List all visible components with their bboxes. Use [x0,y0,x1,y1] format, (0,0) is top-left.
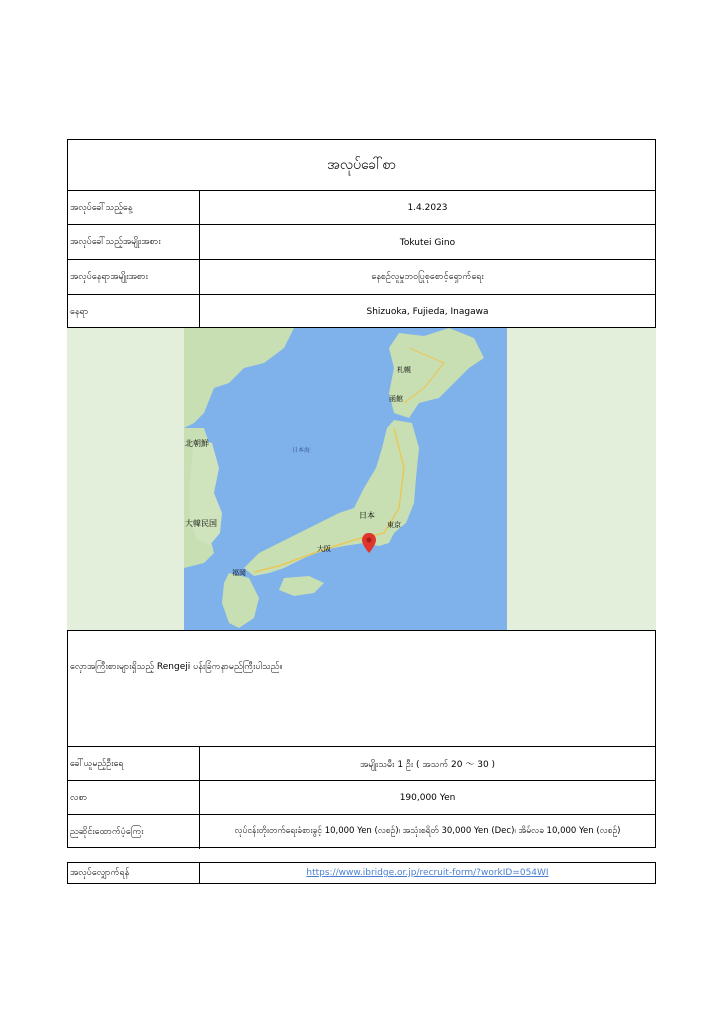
apply-link[interactable]: https://www.ibridge.or.jp/recruit-form/?workID=054WI [306,868,549,878]
job-table-bottom [67,630,656,848]
label-nihon: 日本 [359,511,375,520]
label-hakodate: 函館 [389,395,403,403]
label-south-korea: 大韓民国 [185,519,217,528]
label-tokyo: 東京 [387,521,401,529]
row-label: ခေါ်ယူမည့်ဦးရေ [68,747,200,781]
label-fukuoka: 福岡 [232,569,246,577]
row-value: နေစဉ်လူမှုဘဝပြုစုစောင့်ရှောက်ရေး [371,272,484,282]
label-osaka: 大阪 [317,545,331,553]
map-pin-icon [362,533,376,553]
row-recruit-count [68,746,655,781]
apply-table [67,862,656,884]
row-salary [68,780,655,815]
row-value: အမျိုးသမီး 1 ဦး ( အသက် 20 ～ 30 ) [359,759,496,770]
apply-link-cell [200,863,655,883]
row-allowance [68,814,655,849]
row-value: Shizuoka, Fujieda, Inagawa [366,307,489,317]
job-table-top [67,139,656,328]
label-sapporo: 札幌 [397,366,411,374]
japan-map-image [184,328,507,630]
row-label: နေရာ [68,295,200,329]
row-label: ညဆိုင်းထောက်ပံ့ကြေး [68,815,200,849]
row-location [68,294,655,329]
row-workplace-type [68,259,655,295]
page-title: အလုပ်ခေါ်စာ [327,156,396,173]
apply-label: အလုပ်လျှောက်ရန် [68,863,200,883]
map [184,328,507,630]
row-job-type [68,224,655,260]
row-date [68,190,655,225]
description: လှောအကြီးစားများရှိသည့် Rengeji ပန်းခြံကနာမည်ကြီးပါသည်။ [70,662,283,672]
row-value: 190,000 Yen [399,793,456,803]
row-label: အလုပ်ခေါ်သည့်နေ့ [68,191,200,225]
row-label: လစာ [68,781,200,815]
label-north-korea: 北朝鮮 [185,439,209,448]
row-value: Tokutei Gino [399,237,456,248]
row-label: အလုပ်ခေါ်သည့်အမျိုးအစား [68,225,200,260]
row-value: 1.4.2023 [407,203,448,213]
label-sea: 日本海 [292,447,311,454]
row-value: လုပ်ငန်းတိုးတက်ရေးခံစားခွင့် 10,000 Yen (လစဉ်)၊ အသုံးစရိတ် 30,000 Yen (Dec)၊ အိမ်လခ 10,000 Yen (လစဉ်) [234,826,621,836]
row-label: အလုပ်နေရာအမျိုးအစား [68,260,200,295]
